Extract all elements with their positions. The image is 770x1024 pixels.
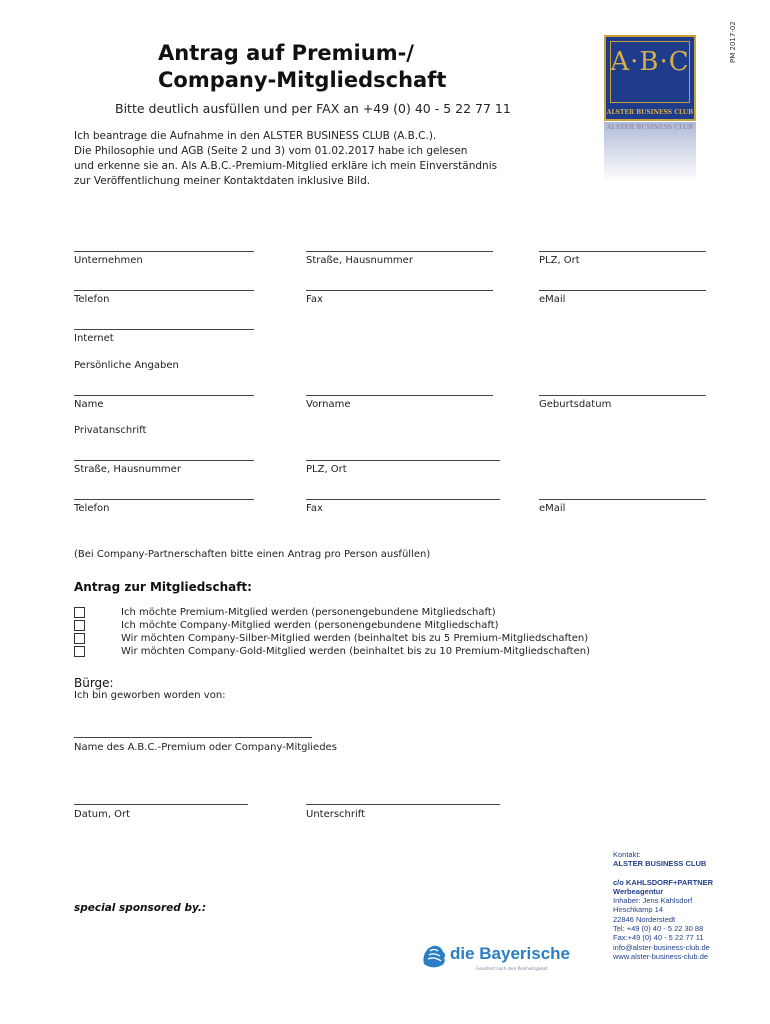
buerge-heading: Bürge:	[74, 676, 114, 690]
telefon-field[interactable]	[74, 290, 254, 291]
private-email-label: eMail	[539, 503, 566, 514]
contact-fax: Fax:+49 (0) 40 - 5 22 77 11	[613, 933, 704, 943]
unterschrift-label: Unterschrift	[306, 809, 366, 820]
private-heading: Privatanschrift	[74, 425, 147, 436]
internet-label: Internet	[74, 333, 114, 344]
contact-email[interactable]: info@alster-business-club.de	[613, 942, 710, 952]
datum-ort-field[interactable]	[74, 804, 248, 805]
logo-club-name: ALSTER BUSINESS CLUB	[606, 109, 694, 116]
contact-club: ALSTER BUSINESS CLUB	[613, 859, 707, 869]
membership-heading: Antrag zur Mitgliedschaft:	[74, 580, 252, 594]
private-strasse-label: Straße, Hausnummer	[74, 464, 181, 475]
private-telefon-field[interactable]	[74, 499, 254, 500]
contact-web[interactable]: www.alster-business-club.de	[613, 951, 709, 961]
abc-club-logo	[604, 35, 696, 121]
intro-line: und erkenne sie an. Als A.B.C.-Premium-Mitglied erkläre ich mein Einverständnis	[74, 160, 498, 172]
company-gold-checkbox[interactable]	[74, 646, 85, 657]
geburtsdatum-field[interactable]	[539, 395, 706, 396]
contact-tel: Tel: +49 (0) 40 - 5 22 30 88	[613, 924, 704, 934]
company-silber-option-label: Wir möchten Company-Silber-Mitglied werden (beinhaltet bis zu 5 Premium-Mitgliedschaften)	[121, 633, 589, 644]
private-strasse-field[interactable]	[74, 460, 254, 461]
sponsor-tagline: Gesichert nach dem Reinheitsgebot	[476, 966, 548, 971]
company-option-label: Ich möchte Company-Mitglied werden (personengebundene Mitgliedschaft)	[121, 620, 499, 631]
premium-option-label: Ich möchte Premium-Mitglied werden (personengebundene Mitgliedschaft)	[121, 607, 496, 618]
contact-label: Kontakt:	[613, 850, 641, 859]
contact-street: Hirschkamp 14	[613, 905, 664, 915]
intro-text	[74, 129, 497, 189]
internet-field[interactable]	[74, 329, 254, 330]
company-gold-option-label: Wir möchten Company-Gold-Mitglied werden (beinhaltet bis zu 10 Premium-Mitgliedschaften)	[121, 646, 590, 657]
unternehmen-field[interactable]	[74, 251, 254, 252]
logo-letters: A·B·C	[610, 47, 690, 77]
unternehmen-label: Unternehmen	[74, 255, 143, 266]
datum-ort-label: Datum, Ort	[74, 809, 131, 820]
private-telefon-label: Telefon	[74, 503, 110, 514]
unterschrift-field[interactable]	[306, 804, 500, 805]
page-title	[158, 40, 446, 94]
fax-instruction: Bitte deutlich ausfüllen und per FAX an +49 (0) 40 - 5 22 77 11	[115, 101, 511, 116]
company-checkbox[interactable]	[74, 620, 85, 631]
die-bayerische-logo	[420, 942, 590, 976]
contact-city: 22846 Norderstedt	[613, 914, 676, 924]
email-field[interactable]	[539, 290, 706, 291]
title-line-2: Company-Mitgliedschaft	[158, 68, 447, 92]
name-field[interactable]	[74, 395, 254, 396]
lion-icon	[420, 942, 448, 970]
geburtsdatum-label: Geburtsdatum	[539, 399, 612, 410]
fax-label: Fax	[306, 294, 323, 305]
vorname-field[interactable]	[306, 395, 493, 396]
private-plz-ort-label: PLZ, Ort	[306, 464, 347, 475]
intro-line: Ich beantrage die Aufnahme in den ALSTER BUSINESS CLUB (A.B.C.).	[74, 130, 437, 142]
title-line-1: Antrag auf Premium-/	[158, 41, 414, 65]
intro-line: Die Philosophie und AGB (Seite 2 und 3) vom 01.02.2017 habe ich gelesen	[74, 145, 468, 157]
contact-owner: Inhaber: Jens Kahlsdorf	[613, 896, 693, 906]
strasse-field[interactable]	[306, 251, 493, 252]
private-fax-label: Fax	[306, 503, 323, 514]
plz-ort-field[interactable]	[539, 251, 706, 252]
telefon-label: Telefon	[74, 294, 110, 305]
personal-heading: Persönliche Angaben	[74, 360, 179, 371]
private-email-field[interactable]	[539, 499, 706, 500]
company-silber-checkbox[interactable]	[74, 633, 85, 644]
plz-ort-label: PLZ, Ort	[539, 255, 580, 266]
logo-reflection	[604, 122, 696, 182]
strasse-label: Straße, Hausnummer	[306, 255, 413, 266]
logo-reflection-text: ALSTER BUSINESS CLUB	[606, 124, 694, 131]
fax-field[interactable]	[306, 290, 493, 291]
private-fax-field[interactable]	[306, 499, 500, 500]
document-code: PM 2017-02	[729, 21, 737, 63]
sponsored-text: special sponsored by.:	[74, 902, 207, 914]
geworben-text: Ich bin geworben worden von:	[74, 690, 226, 701]
intro-line: zur Veröffentlichung meiner Kontaktdaten inklusive Bild.	[74, 175, 371, 187]
referrer-label: Name des A.B.C.-Premium oder Company-Mitgliedes	[74, 742, 337, 753]
name-label: Name	[74, 399, 104, 410]
contact-agency-type: Werbeagentur	[613, 886, 664, 896]
sponsor-name: die Bayerische	[450, 944, 571, 963]
vorname-label: Vorname	[306, 399, 351, 410]
referrer-field[interactable]	[74, 737, 312, 738]
premium-checkbox[interactable]	[74, 607, 85, 618]
contact-agency: c/o KAHLSDORF+PARTNER	[613, 877, 714, 887]
contact-block	[613, 850, 713, 961]
partnership-note: (Bei Company-Partnerschaften bitte einen Antrag pro Person ausfüllen)	[74, 549, 431, 560]
email-label: eMail	[539, 294, 566, 305]
private-plz-ort-field[interactable]	[306, 460, 500, 461]
